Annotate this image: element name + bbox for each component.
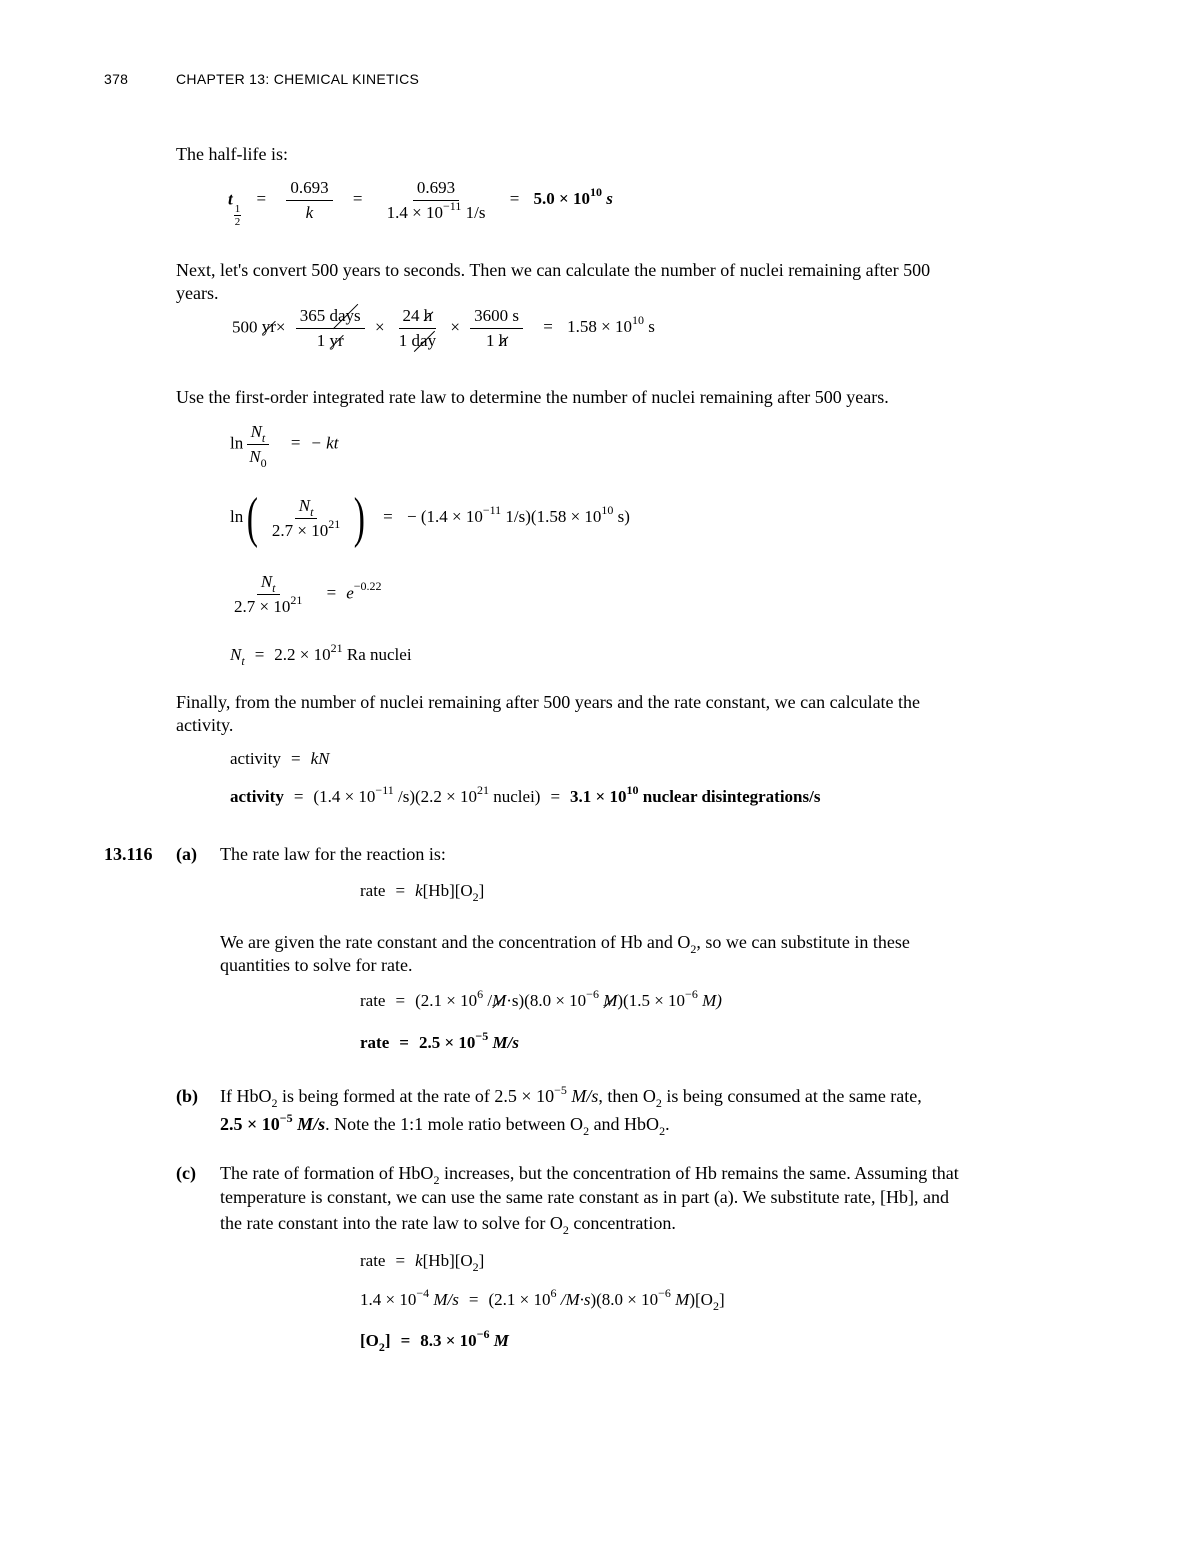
rate-calculation: rate = ($2.1 \times 10^6$ $/M\cdot s)(8.0 \times 10^{-6}$ $M)(1.5 \times 10^{-6}$ M) (360, 987, 722, 1010)
o2-calculation: $1.4 \times 10^{-4}$ $M/s = (2.1 \times 10^6$ $/M\cdot s)(8.0 \times 10^{-6}$ $M)[O_2]$ (360, 1286, 725, 1313)
integrated-intro: Use the first-order integrated rate law to determine the number of nuclei remaining after 500 years. (176, 387, 889, 407)
activity-formula: activity = kN (230, 749, 330, 768)
part-b-line2: $2.5 \times 10^{-5}$ M/s. Note the 1:1 mole ratio between $O_2$ and HbO$_2$. (220, 1111, 670, 1138)
activity-calculation: activity = ($1.4 \times 10^{-11}$ $/s)(2.2 \times 10^{21}$ nuclei) = $3.1 \times 10^{10}$ nuclear disintegrations/s (230, 783, 821, 806)
problem-number: 13.116 (104, 844, 153, 864)
exponential-step: $\frac{N_t}{2.7 \times 10^{21}}$ = $e^{-0.22}$ (234, 572, 382, 616)
halflife-intro: The half-life is: (176, 144, 288, 164)
halflife-result: $5.0 \times 10^{10}$ s (533, 185, 613, 209)
convert-intro-line2: years. (176, 283, 219, 303)
o2-result: $[O_2] = 8.3 \times 10^{-6}$ M (360, 1327, 509, 1354)
part-c-line2: temperature is constant, we can use the same rate constant as in part (a). We substitute rate, [Hb], and (220, 1187, 949, 1207)
part-a-label: (a) (176, 844, 197, 864)
part-b-line1: If HbO$_2$ is being formed at the rate of $2.5 \times 10^{-5}$ M/s, then $O_2$ is being consumed at the same rate, (220, 1083, 922, 1110)
conversion-equation: 500 yr× $\frac{\text{365 days}}{1 yr}$ × $\frac{24 h}{\text{1 day}}$ × $\frac{3600 s}{1 h}$ = $1.58 \times 10^{10}$ s (232, 306, 655, 350)
part-c-line1: The rate of formation of HbO$_2$ increases, but the concentration of Hb remains the same. Assuming that (220, 1163, 959, 1187)
rate-law: rate = $k[Hb][O_2]$ (360, 881, 485, 904)
part-b-label: (b) (176, 1086, 198, 1106)
activity-intro-line2: activity. (176, 715, 234, 735)
part-a-text-line1: We are given the rate constant and the concentration of Hb and $O_2$, so we can substitute in these (220, 932, 910, 956)
part-c-label: (c) (176, 1163, 196, 1183)
part-c-line3: the rate constant into the rate law to solve for $O_2$ concentration. (220, 1213, 676, 1237)
activity-intro-line1: Finally, from the number of nuclei remaining after 500 years and the rate constant, we can calculate the (176, 692, 921, 712)
integrated-rate-law: ln $\frac{N_t}{N_0}$ = − kt (230, 422, 339, 470)
integrated-substitution: ln( $\frac{N_t}{2.7 \times 10^{21}}$ ) = − ($1.4 \times 10^{-11}$ $1/s)(1.58 \times 10^{10}$ s) (230, 487, 630, 549)
halflife-equation: t $\frac{1}{2}$ = $\frac{0.693}{k}$ = $\frac{0.693}{1.4 \times 10^{-11} 1/s}$ = $5.0 \times 10^{10}$ s (228, 178, 613, 229)
chapter-title: CHAPTER 13: CHEMICAL KINETICS (176, 71, 420, 87)
convert-intro-line1: Next, let's convert 500 years to seconds. Then we can calculate the number of nuclei remaining after 500 (176, 260, 931, 280)
page-number: 378 (104, 71, 129, 87)
conversion-result: $1.58 \times 10^{10}$ s (567, 313, 655, 337)
nuclei-remaining: $N_t = 2.2 \times 10^{21}$ Ra nuclei (230, 641, 412, 668)
rate-law-c: rate = $k[Hb][O_2]$ (360, 1251, 485, 1274)
part-a-intro: The rate law for the reaction is: (220, 844, 446, 864)
rate-result: rate = $2.5 \times 10^{-5}$ M/s (360, 1029, 519, 1052)
part-a-text-line2: quantities to solve for rate. (220, 955, 413, 975)
activity-result: $3.1 \times 10^{10}$ nuclear disintegrations/s (570, 783, 821, 806)
